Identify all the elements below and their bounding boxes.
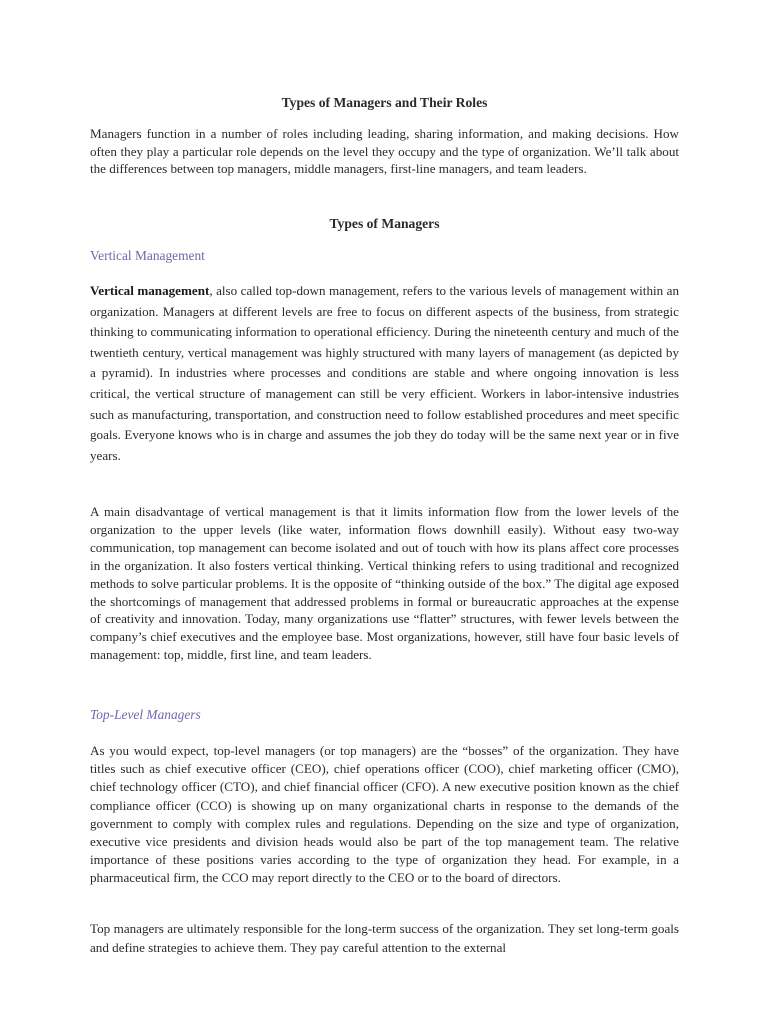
intro-paragraph: Managers function in a number of roles including leading, sharing information, and making decisions. How often they play a particular role depends on the level they occupy and the type of organization. We’ll talk about the differences between top managers, middle managers, first-line managers, and team leaders. (90, 126, 679, 176)
paragraph-top-managers-responsibility: Top managers are ultimately responsible for the long-term success of the organization. They set long-term goals and define strategies to achieve them. They pay careful attention to the external (90, 921, 679, 955)
term-vertical-management: Vertical management (90, 283, 210, 298)
heading-vertical-management: Vertical Management (90, 248, 205, 263)
paragraph-text: , also called top-down management, refers to the various levels of management within an organization. Managers at different levels are free to focus on different aspects of the business, from strategic thinking to communicating information to operational efficiency. During the nineteenth century and much of the twentieth century, vertical management was highly structured with many layers of management (as depicted by a pyramid). In industries where processes and conditions are stable and where ongoing innovation is less critical, the vertical structure of management can still be very efficient. Workers in labor-intensive industries such as manufacturing, transportation, and construction need to follow established procedures and meet specific goals. Everyone knows who is in charge and assumes the job they do today will be the same next year or in five years. (90, 283, 679, 463)
paragraph-top-level-managers-titles: As you would expect, top-level managers (or top managers) are the “bosses” of the organization. They have titles such as chief executive officer (CEO), chief operations officer (COO), chief marketing officer (CMO), chief technology officer (CTO), and chief financial officer (CFO). A new executive position known as the chief compliance officer (CCO) is showing up on many organizational charts in response to the demands of the government to comply with complex rules and regulations. Depending on the size and type of organization, executive vice presidents and division heads would also be part of the top management team. The relative importance of these positions varies according to the type of organization they head. For example, in a pharmaceutical firm, the CCO may report directly to the CEO or to the board of directors. (90, 743, 679, 886)
section-title-types-of-managers: Types of Managers (329, 216, 440, 231)
document-title: Types of Managers and Their Roles (281, 95, 488, 110)
paragraph-vertical-management-disadvantage: A main disadvantage of vertical management is that it limits information flow from the lower levels of the organization to the upper levels (like water, information flows downhill easily). Without easy two-way communication, top management can become isolated and out of touch with how its plans affect core processes in the organization. It also fosters vertical thinking. Vertical thinking refers to using traditional and recognized methods to solve particular problems. It is the opposite of “thinking outside of the box.” The digital age exposed the shortcomings of management that addressed problems in formal or bureaucratic approaches at the expense of creativity and innovation. Today, many organizations use “flatter” structures, with fewer levels between the company’s chief executives and the employee base. Most organizations, however, still have four basic levels of management: top, middle, first line, and team leaders. (90, 504, 679, 663)
heading-top-level-managers: Top-Level Managers (90, 707, 201, 722)
paragraph-vertical-management-definition (90, 281, 679, 466)
